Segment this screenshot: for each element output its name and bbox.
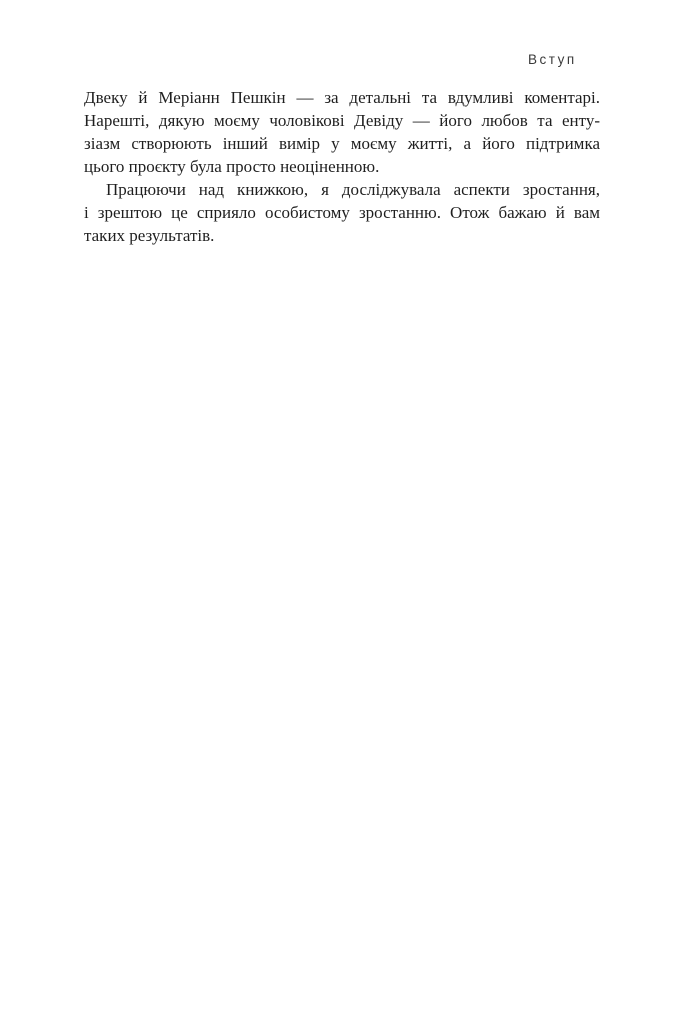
paragraph-line: цього проєкту була просто неоціненною. bbox=[84, 157, 380, 176]
running-header: Вступ bbox=[528, 52, 577, 67]
paragraph-line: Двеку й Меріанн Пешкін — за детальні та вдумливі коментарі. bbox=[84, 88, 600, 107]
paragraph bbox=[84, 86, 600, 178]
paragraph-line: зіазм створюють інший вимір у моєму житті, а його підтримка bbox=[84, 134, 600, 153]
paragraph bbox=[84, 178, 600, 247]
paragraph-line: таких результатів. bbox=[84, 226, 215, 245]
body-text-block bbox=[84, 86, 600, 247]
paragraph-line: і зрештою це сприяло особистому зростанню. Отож бажаю й вам bbox=[84, 203, 600, 222]
paragraph-line: Нарешті, дякую моєму чоловікові Девіду — його любов та енту- bbox=[84, 111, 600, 130]
paragraph-line: Працюючи над книжкою, я досліджувала аспекти зростання, bbox=[106, 180, 600, 199]
